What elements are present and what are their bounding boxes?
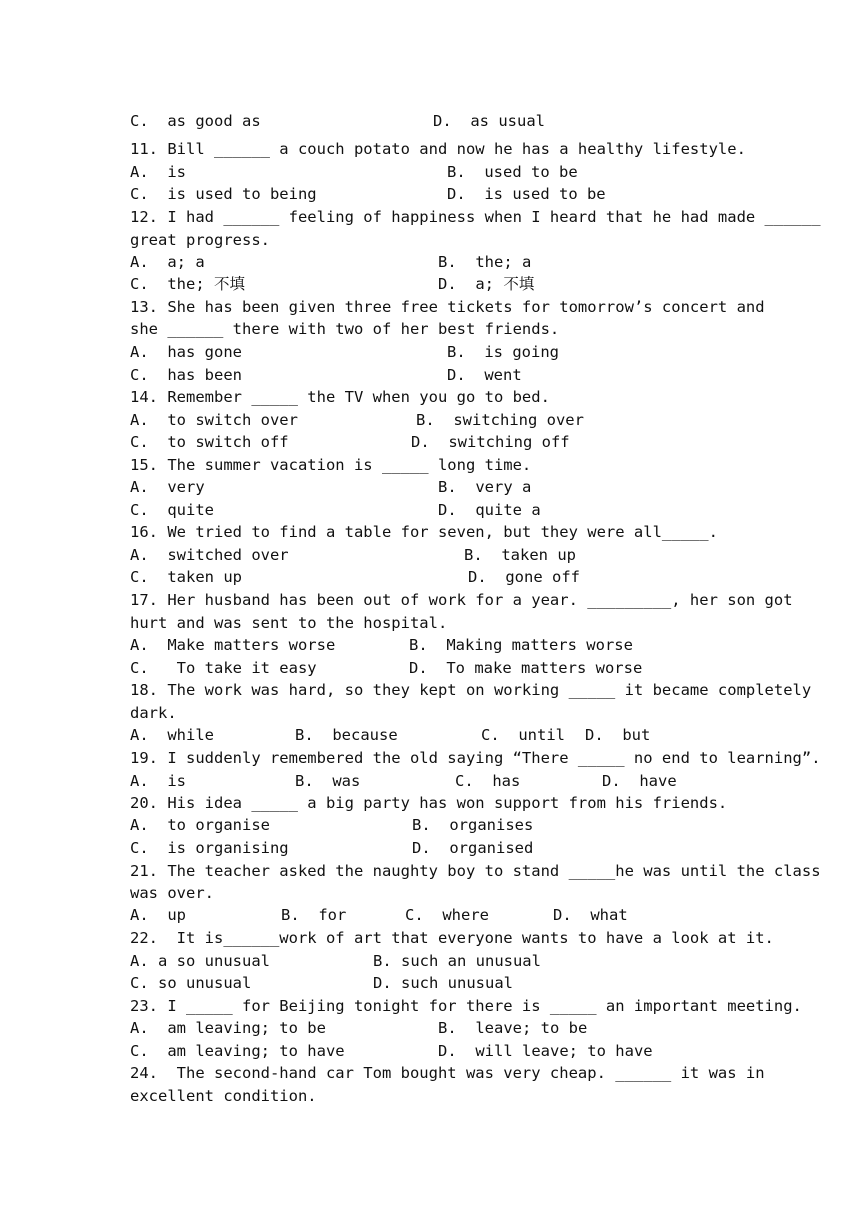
answer-option: A. is: [130, 163, 186, 181]
options-row: [130, 161, 736, 183]
options-row: [130, 566, 736, 588]
answer-option: B. for: [281, 906, 347, 924]
answer-option: B. used to be: [447, 163, 578, 181]
question-text-line: dark.: [130, 704, 177, 722]
answer-option: B. because: [295, 726, 398, 744]
question-text-line: 19. I suddenly remembered the old saying “There _____ no end to learning”.: [130, 749, 821, 767]
answer-option: B. switching over: [416, 411, 584, 429]
answer-option: B. very a: [438, 478, 532, 496]
question-text-line: 16. We tried to find a table for seven, but they were all_____.: [130, 523, 718, 541]
answer-option: A. to switch over: [130, 411, 298, 429]
options-row: [130, 837, 736, 859]
options-row: [130, 183, 736, 205]
options-row: [130, 1017, 736, 1039]
question-text-line: 20. His idea _____ a big party has won support from his friends.: [130, 794, 728, 812]
answer-option: C. the; 不填: [130, 275, 245, 293]
question-text-line: 22. It is______work of art that everyone wants to have a look at it.: [130, 929, 774, 947]
answer-option: A. a so unusual: [130, 952, 270, 970]
question-text-line: hurt and was sent to the hospital.: [130, 614, 448, 632]
answer-option: D. what: [553, 906, 628, 924]
answer-option: D. have: [602, 772, 677, 790]
answer-option: C. taken up: [130, 568, 242, 586]
answer-option: A. up: [130, 906, 186, 924]
options-row: [130, 364, 736, 386]
options-row: [130, 770, 736, 792]
answer-option: B. leave; to be: [438, 1019, 588, 1037]
question-text-line: 15. The summer vacation is _____ long time.: [130, 456, 532, 474]
answer-option: C. is organising: [130, 839, 289, 857]
question-text-line: 14. Remember _____ the TV when you go to bed.: [130, 388, 550, 406]
question-text-line: great progress.: [130, 231, 270, 249]
options-row: [130, 273, 736, 295]
question-text-line: 23. I _____ for Beijing tonight for there is _____ an important meeting.: [130, 997, 802, 1015]
answer-option: B. taken up: [464, 546, 576, 564]
answer-option: C. quite: [130, 501, 214, 519]
options-row: [130, 499, 736, 521]
options-row: [130, 110, 736, 132]
question-text-line: was over.: [130, 884, 214, 902]
answer-option: D. a; 不填: [438, 275, 535, 293]
question-text-line: excellent condition.: [130, 1087, 317, 1105]
options-row: [130, 814, 736, 836]
answer-option: C. has: [455, 772, 521, 790]
answer-option: D. went: [447, 366, 522, 384]
answer-option: C. To take it easy: [130, 659, 317, 677]
answer-option: C. has been: [130, 366, 242, 384]
answer-option: A. switched over: [130, 546, 289, 564]
question-text-line: 21. The teacher asked the naughty boy to stand _____he was until the class: [130, 862, 821, 880]
question-text-line: 11. Bill ______ a couch potato and now he has a healthy lifestyle.: [130, 140, 746, 158]
answer-option: C. is used to being: [130, 185, 317, 203]
question-text-line: 24. The second-hand car Tom bought was very cheap. ______ it was in: [130, 1064, 765, 1082]
options-row: [130, 904, 736, 926]
question-text-line: 13. She has been given three free tickets for tomorrow’s concert and: [130, 298, 765, 316]
answer-option: A. has gone: [130, 343, 242, 361]
options-row: [130, 409, 736, 431]
answer-option: C. so unusual: [130, 974, 252, 992]
answer-option: A. is: [130, 772, 186, 790]
options-row: [130, 657, 736, 679]
answer-option: D. as usual: [433, 112, 545, 130]
answer-option: D. but: [585, 726, 651, 744]
options-row: [130, 341, 736, 363]
answer-option: B. Making matters worse: [409, 636, 633, 654]
options-row: [130, 251, 736, 273]
question-text-line: 17. Her husband has been out of work for a year. _________, her son got: [130, 591, 793, 609]
answer-option: B. was: [295, 772, 361, 790]
answer-option: C. where: [405, 906, 489, 924]
answer-option: C. until: [481, 726, 565, 744]
options-row: [130, 431, 736, 453]
answer-option: A. while: [130, 726, 214, 744]
options-row: [130, 1040, 736, 1062]
answer-option: D. organised: [412, 839, 534, 857]
answer-option: B. the; a: [438, 253, 532, 271]
answer-option: D. will leave; to have: [438, 1042, 653, 1060]
options-row: [130, 972, 736, 994]
answer-option: A. am leaving; to be: [130, 1019, 326, 1037]
answer-option: D. switching off: [411, 433, 570, 451]
question-text-line: 18. The work was hard, so they kept on working _____ it became completely: [130, 681, 812, 699]
question-text-line: 12. I had ______ feeling of happiness when I heard that he had made ______: [130, 208, 821, 226]
options-row: [130, 544, 736, 566]
answer-option: D. gone off: [468, 568, 580, 586]
answer-option: A. to organise: [130, 816, 270, 834]
answer-option: D. such unusual: [373, 974, 513, 992]
answer-option: B. is going: [447, 343, 559, 361]
options-row: [130, 476, 736, 498]
answer-option: C. to switch off: [130, 433, 289, 451]
answer-option: B. organises: [412, 816, 534, 834]
answer-option: C. am leaving; to have: [130, 1042, 345, 1060]
options-row: [130, 634, 736, 656]
answer-option: A. very: [130, 478, 205, 496]
options-row: [130, 724, 736, 746]
answer-option: D. quite a: [438, 501, 541, 519]
options-row: [130, 950, 736, 972]
answer-option: D. To make matters worse: [409, 659, 643, 677]
question-text-line: she ______ there with two of her best friends.: [130, 320, 560, 338]
answer-option: B. such an unusual: [373, 952, 541, 970]
answer-option: A. a; a: [130, 253, 205, 271]
answer-option: C. as good as: [130, 112, 261, 130]
answer-option: D. is used to be: [447, 185, 606, 203]
answer-option: A. Make matters worse: [130, 636, 336, 654]
